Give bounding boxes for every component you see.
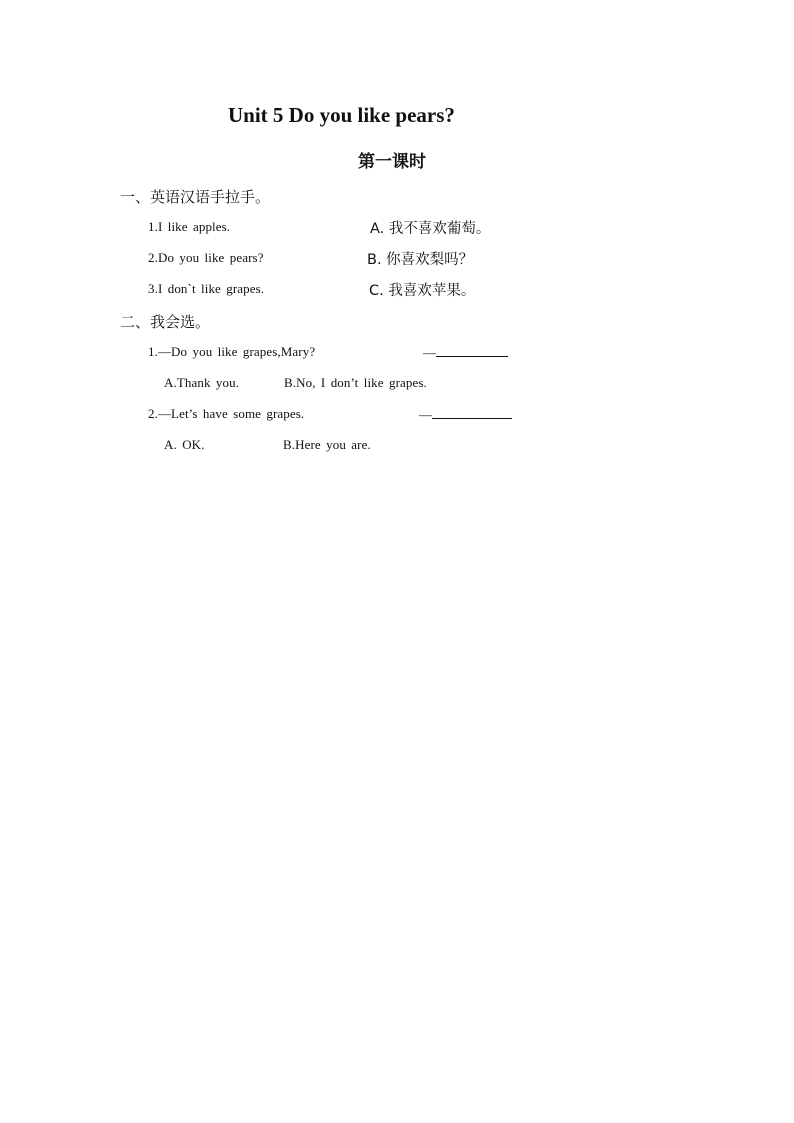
match-left-1: 1.I like apples. (148, 219, 231, 234)
answer-2-dash: — (419, 407, 433, 422)
question-2-option-b: B.Here you are. (283, 437, 371, 452)
lesson-subtitle: 第一课时 (358, 152, 426, 172)
match-left-2: 2.Do you like pears? (148, 250, 264, 265)
match-right-c: C. 我喜欢苹果。 (369, 283, 476, 299)
answer-1-dash: — (423, 345, 437, 360)
match-right-a: A. 我不喜欢葡萄。 (370, 221, 491, 237)
match-left-3: 3.I don`t like grapes. (148, 281, 265, 296)
match-right-b: B. 你喜欢梨吗？ (367, 252, 474, 268)
answer-1-blank[interactable] (436, 344, 508, 357)
answer-2[interactable] (419, 406, 512, 423)
question-1: 1.—Do you like grapes,Mary? (148, 344, 316, 359)
question-2: 2.—Let’s have some grapes. (148, 406, 305, 421)
answer-2-blank[interactable] (432, 406, 512, 419)
section2-heading: 二、我会选。 (120, 313, 211, 331)
answer-1[interactable] (423, 344, 508, 361)
question-1-option-b: B.No, I don’t like grapes. (284, 375, 427, 390)
section1-heading: 一、英语汉语手拉手。 (120, 188, 271, 206)
question-1-option-a: A.Thank you. (164, 375, 240, 390)
page-title: Unit 5 Do you like pears? (228, 103, 455, 127)
question-2-option-a: A. OK. (164, 437, 205, 452)
